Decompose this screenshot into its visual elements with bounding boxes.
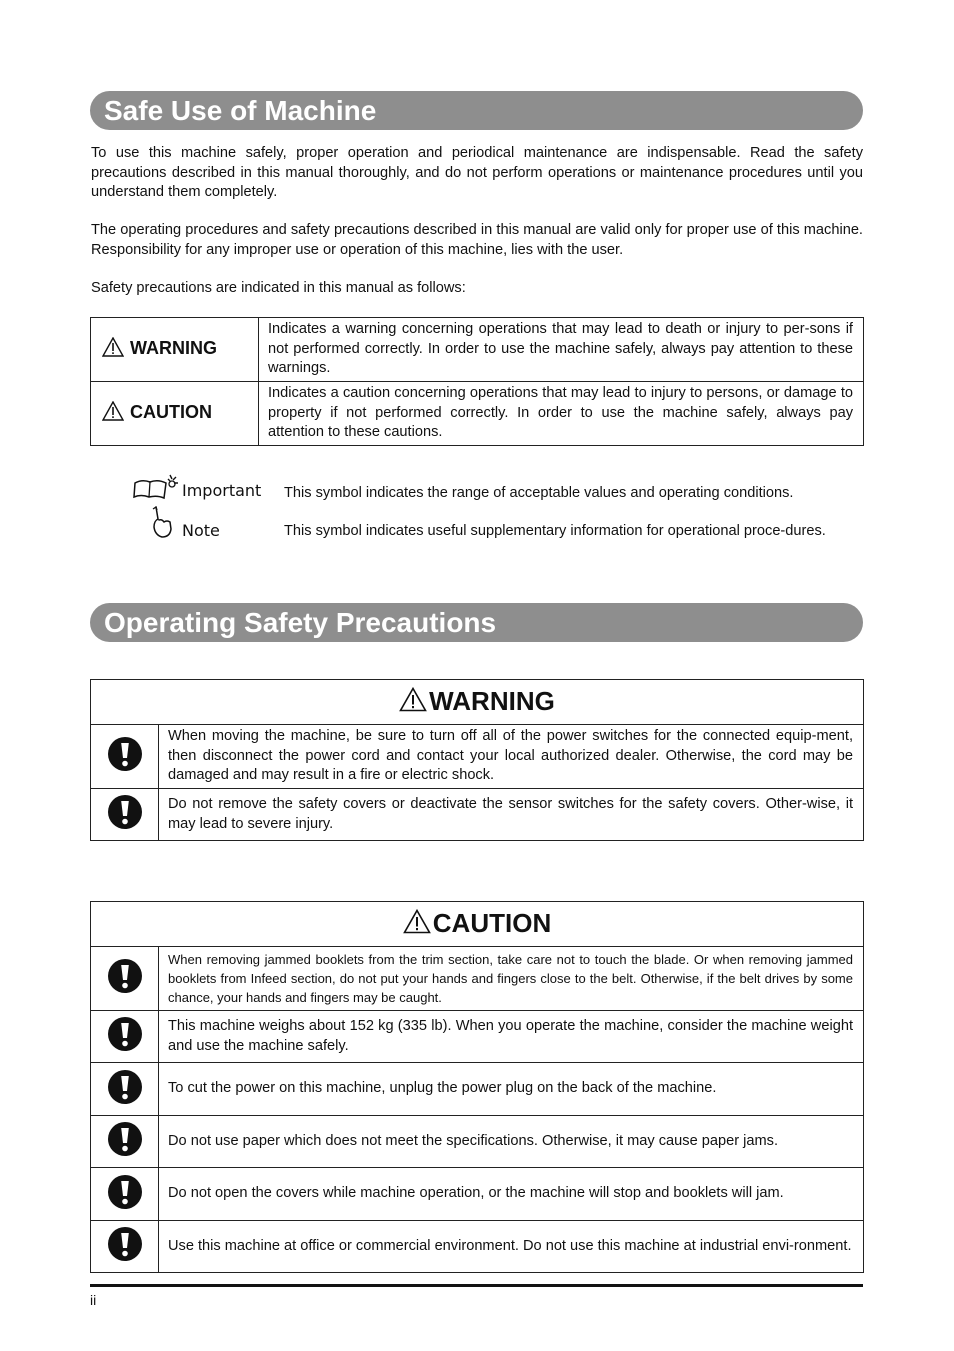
legend-description: Indicates a warning concerning operations that may lead to death or injury to per-sons if not performed correctly. In order to use the machine safely, always pay attention to these warnings. bbox=[259, 318, 864, 382]
warning-heading: WARNING bbox=[429, 685, 555, 716]
legend-table bbox=[90, 317, 864, 446]
important-book-icon bbox=[132, 473, 180, 508]
caution-item-row bbox=[91, 1221, 864, 1273]
warning-triangle-icon bbox=[399, 687, 427, 719]
caution-item-row bbox=[91, 1168, 864, 1221]
safe-use-title: Safe Use of Machine bbox=[90, 91, 863, 130]
caution-item-text: Use this machine at office or commercial environment. Do not use this machine at industrial envi-ronment. bbox=[159, 1221, 864, 1273]
warning-triangle-icon bbox=[102, 337, 124, 362]
legend-label-cell bbox=[91, 382, 259, 446]
warning-triangle-icon bbox=[403, 909, 431, 941]
caution-item-text: When removing jammed booklets from the trim section, take care not to touch the blade. Or when removing jammed booklets from Infeed section, do not put your hands and fingers close to the belt. Otherwise, if the belt drives by some chance, your hands and fingers may be caught. bbox=[159, 947, 864, 1011]
caution-heading-cell bbox=[91, 902, 864, 947]
caution-item-text: Do not open the covers while machine operation, or the machine will stop and booklets will jam. bbox=[159, 1168, 864, 1221]
intro-paragraph: To use this machine safely, proper operation and periodical maintenance are indispensable. Read the safety precautions described in this manual thoroughly, and do not perform operations or maintenance procedures until you understand them completely. bbox=[91, 145, 863, 200]
exclamation-circle-icon bbox=[91, 1011, 159, 1063]
legend-label: CAUTION bbox=[130, 402, 212, 422]
note-description: This symbol indicates useful supplementary information for operational proce-dures. bbox=[284, 523, 826, 539]
legend-description: Indicates a caution concerning operations that may lead to injury to persons, or damage to property if not performed correctly. In order to use the machine safely, always pay attention to these cautions. bbox=[259, 382, 864, 446]
warning-triangle-icon bbox=[102, 401, 124, 426]
caution-table bbox=[90, 901, 864, 1273]
exclamation-circle-icon bbox=[91, 725, 159, 789]
note-label: Note bbox=[182, 521, 220, 540]
precautions-intro: Safety precautions are indicated in this manual as follows: bbox=[91, 280, 466, 296]
warning-heading-cell bbox=[91, 680, 864, 725]
caution-heading: CAUTION bbox=[432, 907, 552, 938]
exclamation-circle-icon bbox=[91, 789, 159, 841]
warning-item-row bbox=[91, 789, 864, 841]
exclamation-circle-icon bbox=[91, 1168, 159, 1221]
validity-paragraph: The operating procedures and safety precautions described in this manual are valid only for proper use of this machine. Responsibility for any improper use or operation of this machine, lies with the user. bbox=[91, 222, 863, 258]
important-label: Important bbox=[182, 481, 262, 500]
legend-label: WARNING bbox=[130, 338, 217, 358]
legend-label-cell bbox=[91, 318, 259, 382]
legend-row-caution bbox=[91, 382, 864, 446]
caution-item-text: To cut the power on this machine, unplug the power plug on the back of the machine. bbox=[159, 1063, 864, 1116]
caution-item-row bbox=[91, 1011, 864, 1063]
warning-item-text: When moving the machine, be sure to turn off all of the power switches for the connected equip-ment, then disconnect the power cord and contact your local authorized dealer. Otherwise, the cord may be damaged and may result in a fire or electric shock. bbox=[159, 725, 864, 789]
warning-item-text: Do not remove the safety covers or deactivate the sensor switches for the safety covers. Other-wise, it may lead to severe injury. bbox=[159, 789, 864, 841]
page-number: ii bbox=[90, 1292, 97, 1308]
important-description: This symbol indicates the range of acceptable values and operating conditions. bbox=[284, 485, 794, 501]
exclamation-circle-icon bbox=[91, 1116, 159, 1168]
operating-precautions-title: Operating Safety Precautions bbox=[90, 603, 863, 642]
caution-item-row bbox=[91, 1063, 864, 1116]
exclamation-circle-icon bbox=[91, 1221, 159, 1273]
warning-table bbox=[90, 679, 864, 841]
caution-item-text: This machine weighs about 152 kg (335 lb). When you operate the machine, consider the machine weight and use the machine safely. bbox=[159, 1011, 864, 1063]
caution-item-row bbox=[91, 947, 864, 1011]
caution-item-text: Do not use paper which does not meet the specifications. Otherwise, it may cause paper jams. bbox=[159, 1116, 864, 1168]
pointing-hand-icon bbox=[150, 505, 176, 546]
footer-rule bbox=[90, 1284, 863, 1287]
exclamation-circle-icon bbox=[91, 1063, 159, 1116]
legend-row-warning bbox=[91, 318, 864, 382]
warning-item-row bbox=[91, 725, 864, 789]
exclamation-circle-icon bbox=[91, 947, 159, 1011]
caution-item-row bbox=[91, 1116, 864, 1168]
